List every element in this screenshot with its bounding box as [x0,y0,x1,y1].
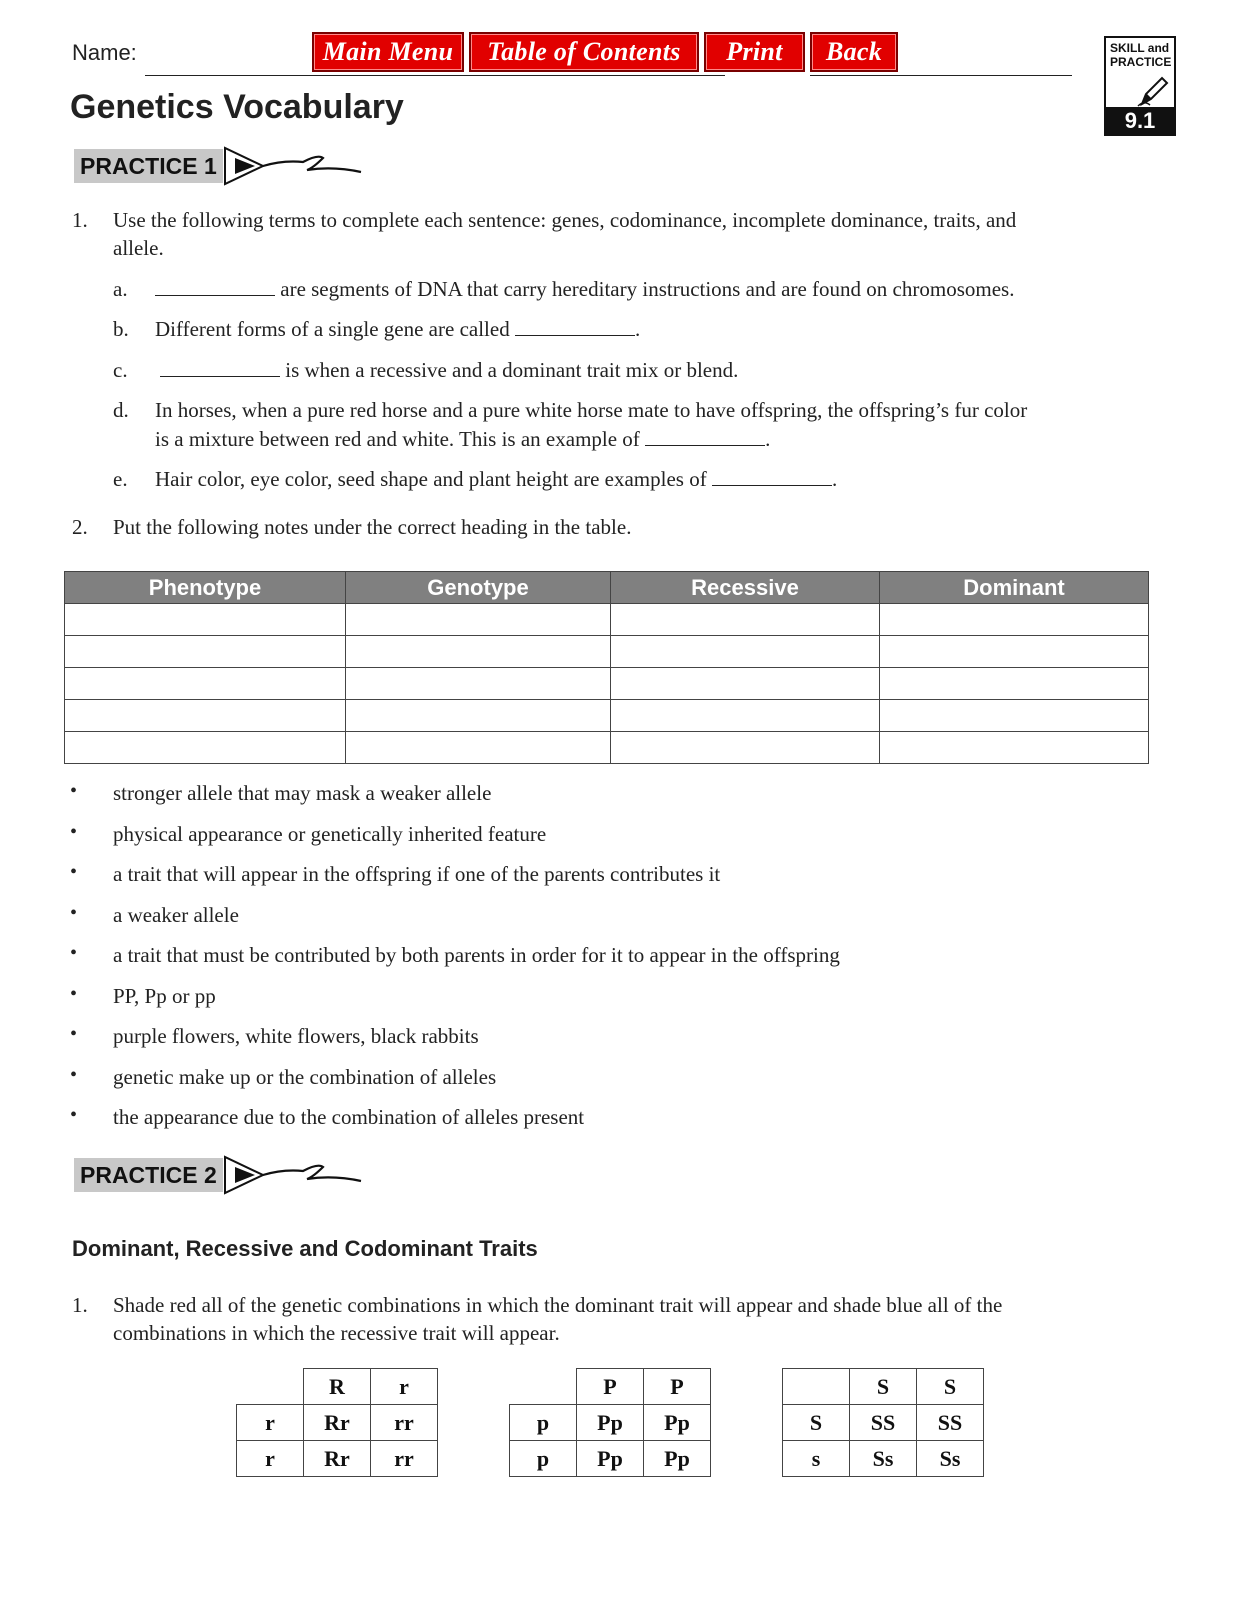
name-line [145,75,725,76]
header-dominant: Dominant [880,572,1149,604]
q1d-line2: is a mixture between red and white. This is an example of . [155,427,771,451]
p2-q1-line2: combinations in which the recessive trait will appear. [113,1321,560,1345]
table-cell[interactable] [611,636,880,668]
q1c-letter: c. [113,358,128,382]
page-title: Genetics Vocabulary [70,88,404,126]
punnett-square-1 [236,1368,438,1477]
table-cell[interactable] [65,668,346,700]
list-item: purple flowers, white flowers, black rabbits [113,1024,479,1048]
punnett-parent-allele: r [371,1369,438,1405]
q1d-line1: In horses, when a pure red horse and a pure white horse mate to have offspring, the offspring’s fur color [155,398,1028,422]
table-cell[interactable] [880,604,1149,636]
table-cell[interactable] [346,668,611,700]
punnett-parent-allele: S [850,1369,917,1405]
bullet-dot: • [70,983,78,1005]
punnett-square-2 [509,1368,711,1477]
punnett-header-row [783,1369,984,1405]
table-cell[interactable] [346,732,611,764]
section-heading: Dominant, Recessive and Codominant Traits [72,1236,538,1261]
q1e-text: Hair color, eye color, seed shape and plant height are examples of . [155,467,838,491]
list-item: genetic make up or the combination of alleles [113,1065,497,1089]
punnett-cell[interactable]: SS [850,1405,917,1441]
bullet-dot: • [70,1023,78,1045]
punnett-cell[interactable]: Ss [917,1441,984,1477]
punnett-square-3 [782,1368,984,1477]
q1e-letter: e. [113,467,128,491]
punnett-parent-allele: P [644,1369,711,1405]
q1a-letter: a. [113,277,128,301]
practice-1-tag [74,148,373,184]
practice-2-label: PRACTICE 2 [74,1158,223,1192]
badge-number: 9.1 [1106,107,1174,134]
list-item: a trait that must be contributed by both parents in order for it to appear in the offspring [113,943,840,967]
q2-text: Put the following notes under the correct heading in the table. [113,515,632,539]
punnett-cell[interactable]: Rr [304,1405,371,1441]
punnett-header-row [237,1369,438,1405]
q1a-text: are segments of DNA that carry hereditary instructions and are found on chromosomes. [155,274,1014,304]
table-row [65,636,1149,668]
header-phenotype: Phenotype [65,572,346,604]
skill-practice-badge [1104,36,1176,136]
bullet-dot: • [70,861,78,883]
back-label: Back [825,37,883,66]
q1d-letter: d. [113,398,129,422]
bullet-dot: • [70,942,78,964]
punnett-cell[interactable]: Pp [644,1405,711,1441]
header-recessive: Recessive [611,572,880,604]
table-header-row [65,572,1149,604]
answer-blank[interactable] [515,317,635,336]
punnett-cell[interactable]: Rr [304,1441,371,1477]
header-genotype: Genotype [346,572,611,604]
punnett-corner [237,1369,304,1405]
name-line-right [810,75,1072,76]
answer-blank[interactable] [645,427,765,446]
punnett-cell[interactable]: rr [371,1405,438,1441]
pencil-icon [1136,74,1172,108]
table-cell[interactable] [880,700,1149,732]
list-item: stronger allele that may mask a weaker allele [113,781,492,805]
punnett-parent-allele: r [237,1441,304,1477]
table-row [65,732,1149,764]
punnett-cell[interactable]: Pp [577,1405,644,1441]
bullet-dot: • [70,821,78,843]
table-cell[interactable] [346,604,611,636]
table-row [65,604,1149,636]
list-item: physical appearance or genetically inherited feature [113,822,547,846]
q1-number: 1. [72,208,88,232]
punnett-row [783,1441,984,1477]
punnett-cell[interactable]: Pp [644,1441,711,1477]
table-of-contents-button[interactable] [469,32,699,72]
answer-blank[interactable] [712,467,832,486]
bullet-dot: • [70,902,78,924]
table-cell[interactable] [346,700,611,732]
punnett-parent-allele: P [577,1369,644,1405]
practice-1-label: PRACTICE 1 [74,149,223,183]
punnett-parent-allele: R [304,1369,371,1405]
main-menu-label: Main Menu [322,37,454,66]
table-cell[interactable] [611,732,880,764]
punnett-parent-allele: s [783,1441,850,1477]
table-cell[interactable] [65,732,346,764]
punnett-parent-allele: S [783,1405,850,1441]
arrow-scribble-icon [223,146,373,186]
table-cell[interactable] [880,636,1149,668]
punnett-cell[interactable]: SS [917,1405,984,1441]
badge-line-2: PRACTICE [1110,55,1172,69]
punnett-cell[interactable]: Ss [850,1441,917,1477]
punnett-parent-allele: r [237,1405,304,1441]
q1-text-line1: Use the following terms to complete each sentence: genes, codominance, incomplete dominance, traits, and [113,208,1017,232]
table-cell[interactable] [65,700,346,732]
punnett-row [510,1405,711,1441]
bullet-dot: • [70,1064,78,1086]
name-label: Name: [72,40,137,65]
practice-2-tag [74,1157,373,1193]
punnett-cell[interactable]: rr [371,1441,438,1477]
punnett-row [237,1441,438,1477]
punnett-corner [510,1369,577,1405]
table-cell[interactable] [880,732,1149,764]
print-button[interactable] [704,32,805,72]
q2-number: 2. [72,515,88,539]
arrow-scribble-icon [223,1155,373,1195]
bullet-dot: • [70,1104,78,1126]
table-cell[interactable] [65,636,346,668]
answer-blank[interactable] [155,277,275,296]
table-row [65,668,1149,700]
q1b-text: Different forms of a single gene are called . [155,317,641,341]
table-row [65,700,1149,732]
punnett-row [237,1405,438,1441]
list-item: the appearance due to the combination of alleles present [113,1105,585,1129]
back-button[interactable] [810,32,898,72]
punnett-cell[interactable]: Pp [577,1441,644,1477]
punnett-parent-allele: S [917,1369,984,1405]
badge-line-1: SKILL and [1110,41,1170,55]
main-menu-button[interactable] [312,32,464,72]
list-item: PP, Pp or pp [113,984,216,1008]
p2-q1-line1: Shade red all of the genetic combinations in which the dominant trait will appear and shade blue all of the [113,1293,1003,1317]
punnett-parent-allele: p [510,1405,577,1441]
sorting-table [64,571,1149,764]
table-of-contents-label: Table of Contents [487,37,681,66]
list-item: a weaker allele [113,903,239,927]
table-cell[interactable] [611,700,880,732]
punnett-header-row [510,1369,711,1405]
table-cell[interactable] [611,604,880,636]
table-cell[interactable] [65,604,346,636]
list-item: a trait that will appear in the offspring if one of the parents contributes it [113,862,721,886]
print-label: Print [726,37,783,66]
q1-text-line2: allele. [113,236,164,260]
answer-blank[interactable] [160,358,280,377]
punnett-corner [783,1369,850,1405]
q1c-text: is when a recessive and a dominant trait mix or blend. [160,355,738,385]
table-cell[interactable] [346,636,611,668]
punnett-parent-allele: p [510,1441,577,1477]
punnett-row [510,1441,711,1477]
q1b-letter: b. [113,317,129,341]
bullet-dot: • [70,780,78,802]
table-cell[interactable] [611,668,880,700]
p2-q1-number: 1. [72,1293,88,1317]
punnett-row [783,1405,984,1441]
table-cell[interactable] [880,668,1149,700]
